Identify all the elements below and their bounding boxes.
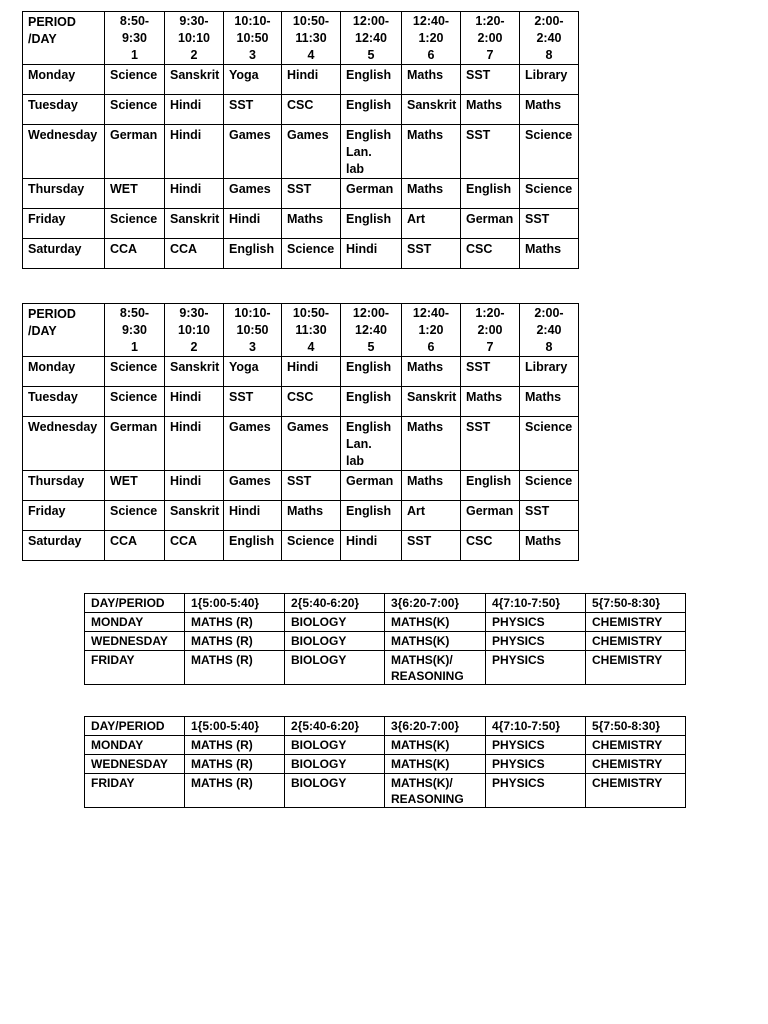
subject-cell: Sanskrit [165,65,224,95]
subject-cell: Hindi [165,95,224,125]
subject-cell: Maths [402,417,461,471]
subject-cell: Science [105,209,165,239]
subject-cell: MATHS (R) [185,755,285,774]
subject-cell: English Lan. lab [341,417,402,471]
subject-cell: Science [282,531,341,561]
subject-cell: MATHS (R) [185,632,285,651]
header-cell: DAY/PERIOD [85,717,185,736]
period-5-header: 12:00- 12:40 5 [341,12,402,65]
subject-cell: English [461,179,520,209]
subject-cell: CHEMISTRY [586,613,686,632]
subject-cell: Science [520,179,579,209]
subject-cell: Maths [402,471,461,501]
subject-cell: CSC [282,95,341,125]
period-5-header: 12:00- 12:40 5 [341,304,402,357]
header-cell: 1{5:00-5:40} [185,594,285,613]
thursday-row [23,471,579,501]
day-cell: WEDNESDAY [85,632,185,651]
subject-cell: English [341,209,402,239]
subject-cell: Maths [402,65,461,95]
day-cell: Tuesday [23,387,105,417]
subject-cell: German [105,417,165,471]
subject-cell: BIOLOGY [285,755,385,774]
subject-cell: Sanskrit [402,387,461,417]
wednesday-row [23,125,579,179]
school-timetable-2 [22,303,579,561]
friday-row [23,209,579,239]
day-cell: Saturday [23,531,105,561]
subject-cell: English Lan. lab [341,125,402,179]
subject-cell: Science [282,239,341,269]
subject-cell: SST [402,531,461,561]
subject-cell: Maths [520,387,579,417]
subject-cell: CHEMISTRY [586,632,686,651]
subject-cell: PHYSICS [486,651,586,685]
tuition-wednesday-row [85,755,686,774]
subject-cell: Yoga [224,357,282,387]
period-1-header: 8:50- 9:30 1 [105,12,165,65]
subject-cell: BIOLOGY [285,632,385,651]
period-3-header: 10:10- 10:50 3 [224,12,282,65]
subject-cell: SST [402,239,461,269]
subject-cell: Science [105,501,165,531]
header-cell: DAY/PERIOD [85,594,185,613]
subject-cell: SST [224,95,282,125]
subject-cell: CHEMISTRY [586,736,686,755]
subject-cell: CHEMISTRY [586,774,686,808]
day-cell: Friday [23,501,105,531]
subject-cell: BIOLOGY [285,613,385,632]
header-cell: 5{7:50-8:30} [586,594,686,613]
period-8-header: 2:00- 2:40 8 [520,12,579,65]
subject-cell: SST [461,357,520,387]
subject-cell: MATHS (R) [185,651,285,685]
subject-cell: Hindi [165,417,224,471]
subject-cell: MATHS(K) [385,632,486,651]
subject-cell: Hindi [341,531,402,561]
subject-cell: SST [520,501,579,531]
period-6-header: 12:40- 1:20 6 [402,12,461,65]
subject-cell: CHEMISTRY [586,651,686,685]
subject-cell: PHYSICS [486,755,586,774]
subject-cell: Maths [282,501,341,531]
subject-cell: English [341,65,402,95]
subject-cell: Science [520,417,579,471]
subject-cell: PHYSICS [486,774,586,808]
header-cell: 4{7:10-7:50} [486,717,586,736]
tuition-friday-row [85,774,686,808]
period-2-header: 9:30- 10:10 2 [165,12,224,65]
subject-cell: BIOLOGY [285,736,385,755]
subject-cell: MATHS (R) [185,736,285,755]
period-day-header: PERIOD /DAY [23,12,105,65]
subject-cell: CHEMISTRY [586,755,686,774]
subject-cell: English [341,501,402,531]
subject-cell: MATHS(K) [385,755,486,774]
header-cell: 2{5:40-6:20} [285,594,385,613]
period-day-header: PERIOD /DAY [23,304,105,357]
subject-cell: Games [224,417,282,471]
thursday-row [23,179,579,209]
subject-cell: Games [224,125,282,179]
monday-row [23,357,579,387]
subject-cell: Sanskrit [402,95,461,125]
subject-cell: WET [105,471,165,501]
subject-cell: Games [282,125,341,179]
subject-cell: English [341,357,402,387]
header-cell: 1{5:00-5:40} [185,717,285,736]
subject-cell: Science [520,125,579,179]
subject-cell: BIOLOGY [285,651,385,685]
subject-cell: Art [402,209,461,239]
period-3-header: 10:10- 10:50 3 [224,304,282,357]
subject-cell: Science [105,95,165,125]
subject-cell: Library [520,65,579,95]
subject-cell: Hindi [341,239,402,269]
day-cell: Monday [23,65,105,95]
tuition-monday-row [85,613,686,632]
subject-cell: CSC [282,387,341,417]
subject-cell: Maths [282,209,341,239]
header-row [23,12,579,65]
day-cell: Saturday [23,239,105,269]
subject-cell: PHYSICS [486,613,586,632]
period-7-header: 1:20- 2:00 7 [461,304,520,357]
day-cell: Thursday [23,471,105,501]
subject-cell: WET [105,179,165,209]
day-cell: Wednesday [23,125,105,179]
subject-cell: Hindi [165,179,224,209]
subject-cell: SST [461,417,520,471]
subject-cell: CSC [461,531,520,561]
day-cell: Thursday [23,179,105,209]
subject-cell: German [341,179,402,209]
subject-cell: Maths [402,357,461,387]
subject-cell: English [461,471,520,501]
tuition-timetable-2 [84,716,686,808]
subject-cell: SST [461,125,520,179]
subject-cell: German [105,125,165,179]
subject-cell: Science [105,357,165,387]
subject-cell: MATHS (R) [185,613,285,632]
header-cell: 4{7:10-7:50} [486,594,586,613]
day-cell: WEDNESDAY [85,755,185,774]
subject-cell: MATHS(K)/ REASONING [385,774,486,808]
subject-cell: PHYSICS [486,632,586,651]
subject-cell: CSC [461,239,520,269]
tuesday-row [23,95,579,125]
subject-cell: MATHS (R) [185,774,285,808]
saturday-row [23,239,579,269]
subject-cell: PHYSICS [486,736,586,755]
header-row [23,304,579,357]
subject-cell: Maths [520,531,579,561]
tuition-monday-row [85,736,686,755]
period-6-header: 12:40- 1:20 6 [402,304,461,357]
subject-cell: Hindi [224,501,282,531]
subject-cell: Art [402,501,461,531]
day-cell: Friday [23,209,105,239]
subject-cell: Sanskrit [165,209,224,239]
tuition-wednesday-row [85,632,686,651]
tuition-timetable-1 [84,593,686,685]
subject-cell: Games [282,417,341,471]
header-cell: 5{7:50-8:30} [586,717,686,736]
friday-row [23,501,579,531]
subject-cell: Maths [520,239,579,269]
subject-cell: Hindi [165,471,224,501]
subject-cell: Yoga [224,65,282,95]
subject-cell: Maths [461,95,520,125]
day-cell: FRIDAY [85,651,185,685]
subject-cell: English [341,95,402,125]
subject-cell: Maths [461,387,520,417]
subject-cell: Hindi [165,387,224,417]
subject-cell: Hindi [224,209,282,239]
day-cell: MONDAY [85,736,185,755]
subject-cell: German [341,471,402,501]
tuition-friday-row [85,651,686,685]
subject-cell: SST [282,471,341,501]
subject-cell: English [341,387,402,417]
subject-cell: MATHS(K) [385,613,486,632]
tuesday-row [23,387,579,417]
subject-cell: SST [461,65,520,95]
subject-cell: Hindi [165,125,224,179]
subject-cell: Games [224,179,282,209]
subject-cell: Hindi [282,65,341,95]
period-7-header: 1:20- 2:00 7 [461,12,520,65]
subject-cell: Hindi [282,357,341,387]
school-timetable-1 [22,11,579,269]
tuition-header-row [85,717,686,736]
tuition-header-row [85,594,686,613]
subject-cell: Science [105,65,165,95]
day-cell: MONDAY [85,613,185,632]
period-4-header: 10:50- 11:30 4 [282,12,341,65]
subject-cell: SST [282,179,341,209]
subject-cell: Library [520,357,579,387]
subject-cell: CCA [165,239,224,269]
subject-cell: English [224,239,282,269]
subject-cell: Maths [402,125,461,179]
subject-cell: Sanskrit [165,357,224,387]
subject-cell: German [461,209,520,239]
subject-cell: Maths [402,179,461,209]
subject-cell: MATHS(K)/ REASONING [385,651,486,685]
header-cell: 3{6:20-7:00} [385,594,486,613]
subject-cell: Science [520,471,579,501]
saturday-row [23,531,579,561]
header-cell: 2{5:40-6:20} [285,717,385,736]
subject-cell: English [224,531,282,561]
subject-cell: Sanskrit [165,501,224,531]
subject-cell: SST [224,387,282,417]
subject-cell: German [461,501,520,531]
day-cell: Monday [23,357,105,387]
subject-cell: SST [520,209,579,239]
period-2-header: 9:30- 10:10 2 [165,304,224,357]
period-4-header: 10:50- 11:30 4 [282,304,341,357]
subject-cell: MATHS(K) [385,736,486,755]
header-cell: 3{6:20-7:00} [385,717,486,736]
period-8-header: 2:00- 2:40 8 [520,304,579,357]
subject-cell: Maths [520,95,579,125]
wednesday-row [23,417,579,471]
subject-cell: Games [224,471,282,501]
monday-row [23,65,579,95]
subject-cell: CCA [165,531,224,561]
subject-cell: CCA [105,239,165,269]
day-cell: Tuesday [23,95,105,125]
subject-cell: Science [105,387,165,417]
subject-cell: CCA [105,531,165,561]
day-cell: Wednesday [23,417,105,471]
day-cell: FRIDAY [85,774,185,808]
subject-cell: BIOLOGY [285,774,385,808]
period-1-header: 8:50- 9:30 1 [105,304,165,357]
